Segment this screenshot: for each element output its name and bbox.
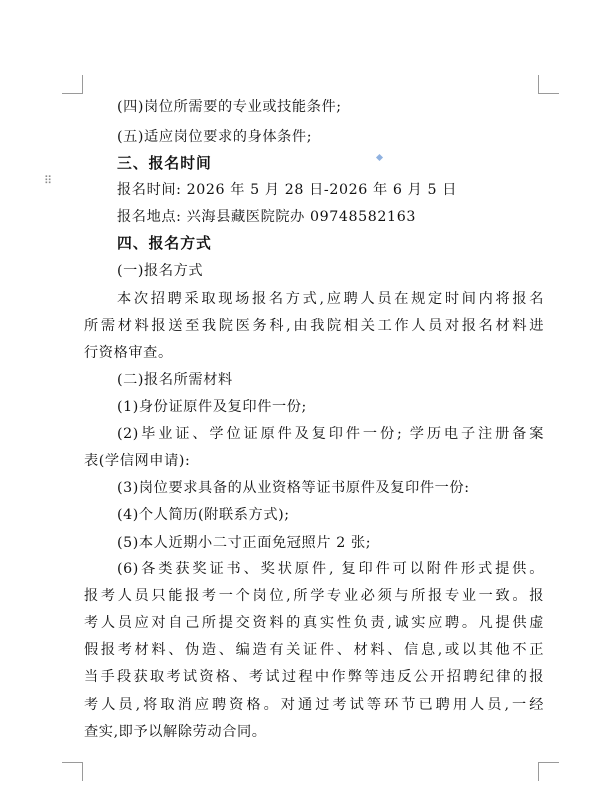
text-line: 报名时间: 2026 年 5 月 28 日-2026 年 6 月 5 日 [117,182,458,198]
text-line: (5)本人近期小二寸正面免冠照片 2 张; [117,535,372,551]
text-line: 报名地点: 兴海县藏医院院办 09748582163 [117,209,416,225]
text-line: (4)个人简历(附联系方式); [117,507,290,523]
text-line: (一)报名方式 [117,263,204,279]
crop-mark-top-right [538,75,559,94]
crop-mark-bottom-left [62,762,83,781]
text-line: 报考人员只能报考一个岗位,所学专业必须与所报专业一致。报 [84,588,544,604]
text-line: 当手段获取考试资格、考试过程中作弊等违反公开招聘纪律的报 [84,669,544,685]
section-heading: 四、报名方式 [117,235,212,252]
text-line: 考人员应对自己所提交资料的真实性负责,诚实应聘。凡提供虚 [84,615,544,631]
text-line: 考人员,将取消应聘资格。对通过考试等环节已聘用人员,一经 [84,697,544,713]
text-line: 所需材料报送至我院医务科,由我院相关工作人员对报名材料进 [84,318,544,334]
drag-handle-icon[interactable]: ⠿ [44,174,54,187]
text-line: (1)身份证原件及复印件一份; [117,399,307,415]
crop-mark-top-left [62,75,83,94]
text-line: 本次招聘采取现场报名方式,应聘人员在规定时间内将报名 [117,291,544,307]
text-line: (五)适应岗位要求的身体条件; [117,129,313,145]
text-line: 表(学信网申请): [84,453,191,469]
text-line: 查实,即予以解除劳动合同。 [84,724,267,740]
text-line: (3)岗位要求具备的从业资格等证书原件及复印件一份: [117,480,470,496]
text-line: (2)毕业证、学位证原件及复印件一份; 学历电子注册备案 [117,426,544,442]
text-line: (6)各类获奖证书、奖状原件, 复印件可以附件形式提供。 [117,561,544,577]
text-line: (二)报名所需材料 [117,372,233,388]
section-heading: 三、报名时间 [117,155,212,172]
text-line: 行资格审查。 [84,345,173,361]
text-line: 假报考材料、伪造、编造有关证件、材料、信息,或以其他不正 [84,642,544,658]
text-line: (四)岗位所需要的专业或技能条件; [117,99,342,115]
crop-mark-bottom-right [538,762,559,781]
